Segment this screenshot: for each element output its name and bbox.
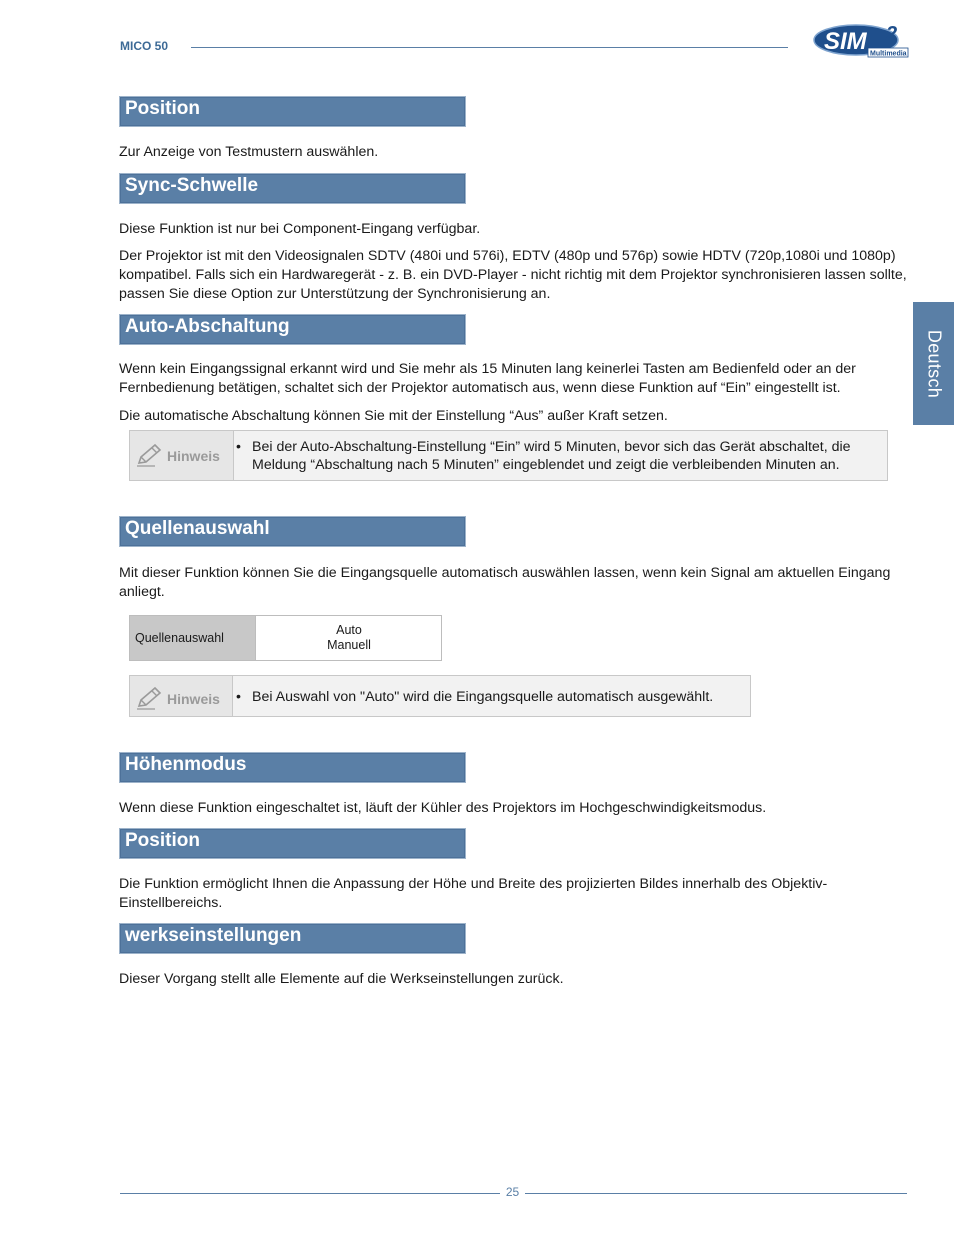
- pencil-icon: [135, 443, 163, 467]
- section-heading-werkseinstellungen: werkseinstellungen: [119, 923, 466, 954]
- section-heading-position-2: Position: [119, 828, 466, 859]
- option-auto: Auto: [336, 623, 362, 637]
- paragraph: Wenn diese Funktion eingeschaltet ist, läuft der Kühler des Projektors im Hochgeschwindigkeitsmodus.: [119, 800, 767, 816]
- section-heading-position: Position: [119, 96, 466, 127]
- paragraph: Dieser Vorgang stellt alle Elemente auf die Werkseinstellungen zurück.: [119, 971, 564, 987]
- source-selection-table: [129, 615, 442, 661]
- pencil-icon: [135, 686, 163, 710]
- paragraph: Mit dieser Funktion können Sie die Eingangsquelle automatisch auswählen lassen, wenn kein Signal am aktuellen Eingang anliegt.: [119, 565, 891, 600]
- note-label-cell: [130, 431, 234, 480]
- side-tab-label: Deutsch: [924, 329, 944, 398]
- paragraph: Diese Funktion ist nur bei Component-Eingang verfügbar.: [119, 221, 481, 237]
- table-label-cell: Quellenauswahl: [130, 616, 256, 660]
- paragraph: Zur Anzeige von Testmustern auswählen.: [119, 144, 379, 160]
- note-text: [236, 688, 744, 706]
- option-manuell: Manuell: [327, 638, 371, 652]
- table-options-cell: [257, 623, 441, 653]
- svg-text:Multimedia: Multimedia: [870, 50, 907, 58]
- paragraph: Die automatische Abschaltung können Sie mit der Einstellung “Aus” außer Kraft setzen.: [119, 408, 668, 424]
- document-title: MICO 50: [120, 39, 169, 53]
- note-box: [129, 430, 888, 481]
- note-body: Bei der Auto-Abschaltung-Einstellung “Ein” wird 5 Minuten, bevor sich das Gerät abschaltet, die Meldung “Abschaltung nach 5 Minuten” eingeblendet und zeigt die verbleibenden Minuten an.: [252, 439, 851, 473]
- bullet: •: [236, 439, 241, 455]
- note-label-cell: [130, 676, 233, 716]
- footer-divider-right: [525, 1193, 907, 1194]
- page-number: 25: [505, 1185, 520, 1199]
- section-heading-auto-abschaltung: Auto-Abschaltung: [119, 314, 466, 345]
- svg-text:2: 2: [886, 23, 898, 45]
- section-heading-sync-schwelle: Sync-Schwelle: [119, 173, 466, 204]
- paragraph: Die Funktion ermöglicht Ihnen die Anpassung der Höhe und Breite des projizierten Bildes innerhalb des Objektiv-Einstellbereichs.: [119, 876, 828, 911]
- note-text: [236, 438, 881, 474]
- section-heading-quellenauswahl: Quellenauswahl: [119, 516, 466, 547]
- note-box: [129, 675, 751, 717]
- svg-text:SIM: SIM: [824, 28, 867, 55]
- paragraph: Der Projektor ist mit den Videosignalen SDTV (480i und 576i), EDTV (480p und 576p) sowie HDTV (720p,1080i und 1080p) kompatibel. Falls sich ein Hardwaregerät - z. B. ein DVD-Player - nicht richtig mit dem Projektor synchronisieren lassen sollte, passen Sie diese Option zur Unterstützung der Synchronisierung an.: [119, 248, 907, 302]
- section-heading-hoehenmodus: Höhenmodus: [119, 752, 466, 783]
- paragraph: Wenn kein Eingangssignal erkannt wird und Sie mehr als 15 Minuten lang keinerlei Tasten am Bedienfeld oder an der Fernbedienung betätigen, schaltet sich der Projektor automatisch aus, wenn diese Funktion auf “Ein” eingestellt ist.: [119, 361, 856, 396]
- note-label: Hinweis: [167, 691, 220, 707]
- footer-divider-left: [120, 1193, 500, 1194]
- header-divider: [191, 47, 788, 48]
- note-body: Bei Auswahl von "Auto" wird die Eingangsquelle automatisch ausgewählt.: [252, 689, 714, 705]
- language-side-tab: [913, 302, 954, 425]
- bullet: •: [236, 689, 241, 705]
- sim2-logo: [812, 18, 910, 58]
- note-label: Hinweis: [167, 448, 220, 464]
